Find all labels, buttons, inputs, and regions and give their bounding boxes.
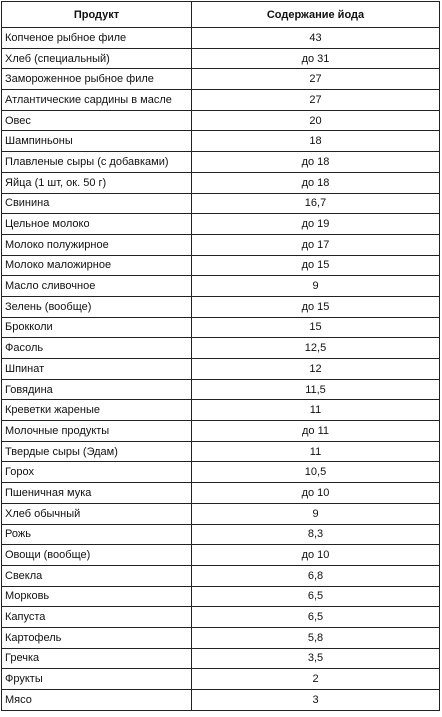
- product-cell: Твердые сыры (Эдам): [2, 441, 192, 462]
- table-row: [2, 627, 440, 648]
- iodine-value-cell: 9: [192, 503, 440, 524]
- iodine-value-cell: 6,8: [192, 565, 440, 586]
- table-row: [2, 152, 440, 173]
- iodine-value-cell: 27: [192, 90, 440, 111]
- iodine-value-cell: 20: [192, 110, 440, 131]
- table-row: [2, 441, 440, 462]
- product-cell: Говядина: [2, 379, 192, 400]
- table-row: [2, 483, 440, 504]
- iodine-value-cell: 16,7: [192, 193, 440, 214]
- product-cell: Рожь: [2, 524, 192, 545]
- iodine-value-cell: до 31: [192, 48, 440, 69]
- iodine-content-table: [1, 1, 440, 711]
- table-row: [2, 296, 440, 317]
- product-cell: Свинина: [2, 193, 192, 214]
- product-cell: Яйца (1 шт, ок. 50 г): [2, 172, 192, 193]
- iodine-value-cell: 8,3: [192, 524, 440, 545]
- table-row: [2, 379, 440, 400]
- product-cell: Мясо: [2, 690, 192, 711]
- table-row: [2, 110, 440, 131]
- iodine-value-cell: 6,5: [192, 607, 440, 628]
- iodine-value-cell: 9: [192, 276, 440, 297]
- product-cell: Креветки жареные: [2, 400, 192, 421]
- product-cell: Картофель: [2, 627, 192, 648]
- table-row: [2, 276, 440, 297]
- table-row: [2, 400, 440, 421]
- product-cell: Хлеб (специальный): [2, 48, 192, 69]
- iodine-value-cell: 43: [192, 28, 440, 49]
- iodine-value-cell: 18: [192, 131, 440, 152]
- table-row: [2, 607, 440, 628]
- iodine-value-cell: 11: [192, 400, 440, 421]
- table-row: [2, 338, 440, 359]
- table-row: [2, 255, 440, 276]
- table-row: [2, 214, 440, 235]
- table-row: [2, 669, 440, 690]
- product-cell: Фасоль: [2, 338, 192, 359]
- table-row: [2, 421, 440, 442]
- table-row: [2, 359, 440, 380]
- iodine-value-cell: 3: [192, 690, 440, 711]
- iodine-value-cell: до 10: [192, 483, 440, 504]
- product-cell: Горох: [2, 462, 192, 483]
- product-cell: Замороженное рыбное филе: [2, 69, 192, 90]
- product-cell: Атлантические сардины в масле: [2, 90, 192, 111]
- iodine-value-cell: до 18: [192, 172, 440, 193]
- product-cell: Зелень (вообще): [2, 296, 192, 317]
- table-row: [2, 690, 440, 711]
- iodine-value-cell: 3,5: [192, 648, 440, 669]
- table-row: [2, 503, 440, 524]
- product-cell: Фрукты: [2, 669, 192, 690]
- product-cell: Шпинат: [2, 359, 192, 380]
- product-cell: Цельное молоко: [2, 214, 192, 235]
- iodine-value-cell: 11: [192, 441, 440, 462]
- table-row: [2, 648, 440, 669]
- iodine-value-cell: до 18: [192, 152, 440, 173]
- iodine-value-cell: 27: [192, 69, 440, 90]
- product-cell: Шампиньоны: [2, 131, 192, 152]
- table-row: [2, 545, 440, 566]
- header-product: Продукт: [2, 2, 192, 28]
- product-cell: Гречка: [2, 648, 192, 669]
- table-row: [2, 193, 440, 214]
- product-cell: Масло сливочное: [2, 276, 192, 297]
- iodine-value-cell: 12: [192, 359, 440, 380]
- iodine-value-cell: до 10: [192, 545, 440, 566]
- iodine-value-cell: до 15: [192, 255, 440, 276]
- product-cell: Морковь: [2, 586, 192, 607]
- table-row: [2, 90, 440, 111]
- product-cell: Молочные продукты: [2, 421, 192, 442]
- iodine-value-cell: до 17: [192, 234, 440, 255]
- table-row: [2, 317, 440, 338]
- iodine-value-cell: 12,5: [192, 338, 440, 359]
- iodine-value-cell: до 19: [192, 214, 440, 235]
- product-cell: Овес: [2, 110, 192, 131]
- table-row: [2, 69, 440, 90]
- table-row: [2, 131, 440, 152]
- header-iodine-content: Содержание йода: [192, 2, 440, 28]
- product-cell: Брокколи: [2, 317, 192, 338]
- table-row: [2, 462, 440, 483]
- table-row: [2, 234, 440, 255]
- table-row: [2, 48, 440, 69]
- table-row: [2, 524, 440, 545]
- table-row: [2, 28, 440, 49]
- product-cell: Пшеничная мука: [2, 483, 192, 504]
- iodine-value-cell: 6,5: [192, 586, 440, 607]
- iodine-value-cell: 15: [192, 317, 440, 338]
- table-row: [2, 586, 440, 607]
- iodine-value-cell: до 11: [192, 421, 440, 442]
- product-cell: Овощи (вообще): [2, 545, 192, 566]
- product-cell: Молоко маложирное: [2, 255, 192, 276]
- product-cell: Свекла: [2, 565, 192, 586]
- table-body: [2, 28, 440, 711]
- iodine-value-cell: 5,8: [192, 627, 440, 648]
- product-cell: Капуста: [2, 607, 192, 628]
- product-cell: Копченое рыбное филе: [2, 28, 192, 49]
- iodine-value-cell: 10,5: [192, 462, 440, 483]
- product-cell: Плавленые сыры (с добавками): [2, 152, 192, 173]
- iodine-value-cell: 11,5: [192, 379, 440, 400]
- product-cell: Хлеб обычный: [2, 503, 192, 524]
- table-row: [2, 565, 440, 586]
- product-cell: Молоко полужирное: [2, 234, 192, 255]
- table-header-row: [2, 2, 440, 28]
- iodine-value-cell: до 15: [192, 296, 440, 317]
- iodine-value-cell: 2: [192, 669, 440, 690]
- table-row: [2, 172, 440, 193]
